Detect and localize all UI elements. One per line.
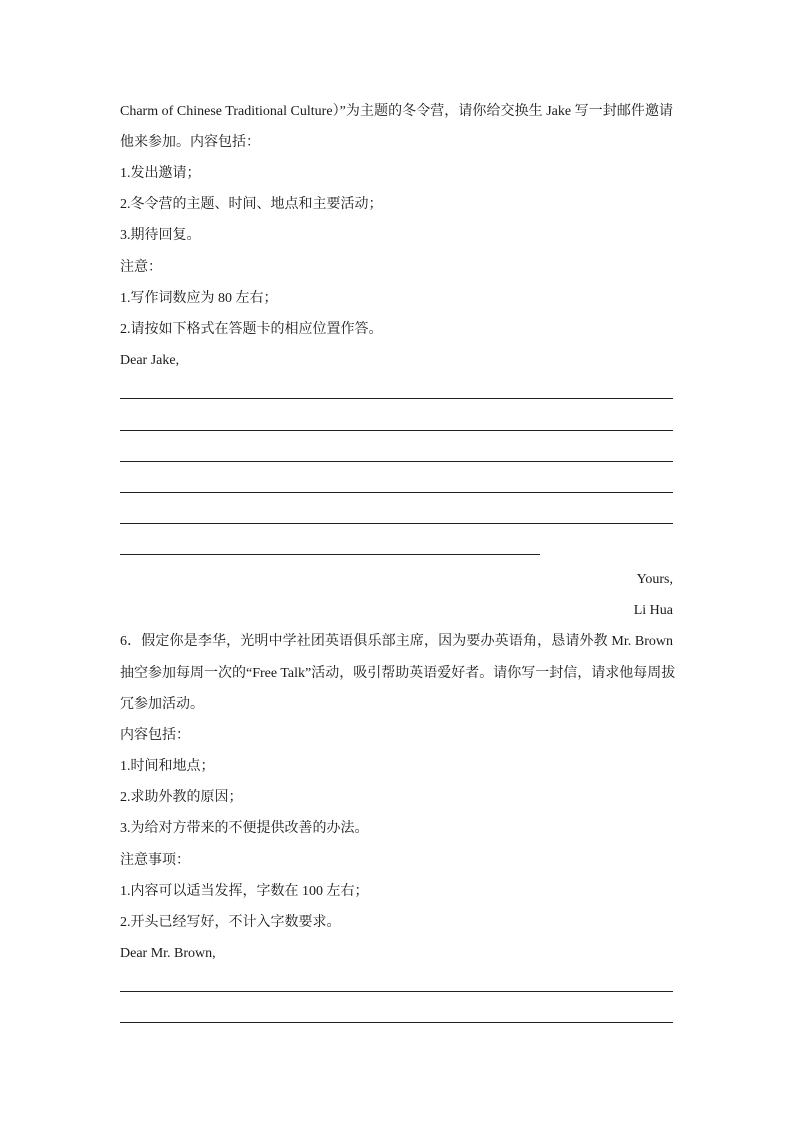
task6-content-item-1: 1.时间和地点；	[120, 759, 215, 774]
task5-note-1: 1.写作词数应为 80 左右；	[120, 291, 278, 306]
task5-notes-title: 注意：	[120, 260, 162, 275]
task5-content-item-3: 3.期待回复。	[120, 228, 201, 243]
task6-content-title: 内容包括：	[120, 728, 190, 743]
task6-intro-line-1: 6．假定你是李华，光明中学社团英语俱乐部主席，因为要办英语角，恳请外教 Mr. Brown	[120, 634, 673, 649]
task6-content-item-2: 2.求助外教的原因；	[120, 790, 243, 805]
answer-line	[120, 461, 673, 462]
task6-content-item-3: 3.为给对方带来的不便提供改善的办法。	[120, 821, 369, 836]
task5-closing: Yours,	[636, 572, 673, 587]
task5-salutation: Dear Jake,	[120, 353, 180, 368]
task5-content-item-1: 1.发出邀请；	[120, 166, 201, 181]
task6-note-1: 1.内容可以适当发挥，字数在 100 左右；	[120, 884, 369, 899]
answer-line	[120, 492, 673, 493]
answer-line	[120, 1022, 673, 1023]
task6-notes-title: 注意事项：	[120, 853, 190, 868]
task5-intro-line-1: Charm of Chinese Traditional Culture）”为主题的冬令营，请你给交换生 Jake 写一封邮件邀请	[120, 104, 673, 119]
task5-signature: Li Hua	[633, 603, 673, 618]
answer-line	[120, 398, 673, 399]
task6-salutation: Dear Mr. Brown,	[120, 946, 216, 961]
answer-line	[120, 523, 673, 524]
task6-intro-line-2: 抽空参加每周一次的“Free Talk”活动，吸引帮助英语爱好者。请你写一封信，请求他每周拔	[120, 666, 676, 681]
answer-line	[120, 991, 673, 992]
task5-intro-line-2: 他来参加。内容包括：	[120, 135, 260, 150]
task6-intro-line-3: 冗参加活动。	[120, 697, 204, 712]
task5-content-item-2: 2.冬令营的主题、时间、地点和主要活动；	[120, 197, 383, 212]
task6-note-2: 2.开头已经写好，不计入字数要求。	[120, 915, 341, 930]
task5-note-2: 2.请按如下格式在答题卡的相应位置作答。	[120, 322, 383, 337]
answer-line-short	[120, 554, 540, 555]
answer-line	[120, 430, 673, 431]
